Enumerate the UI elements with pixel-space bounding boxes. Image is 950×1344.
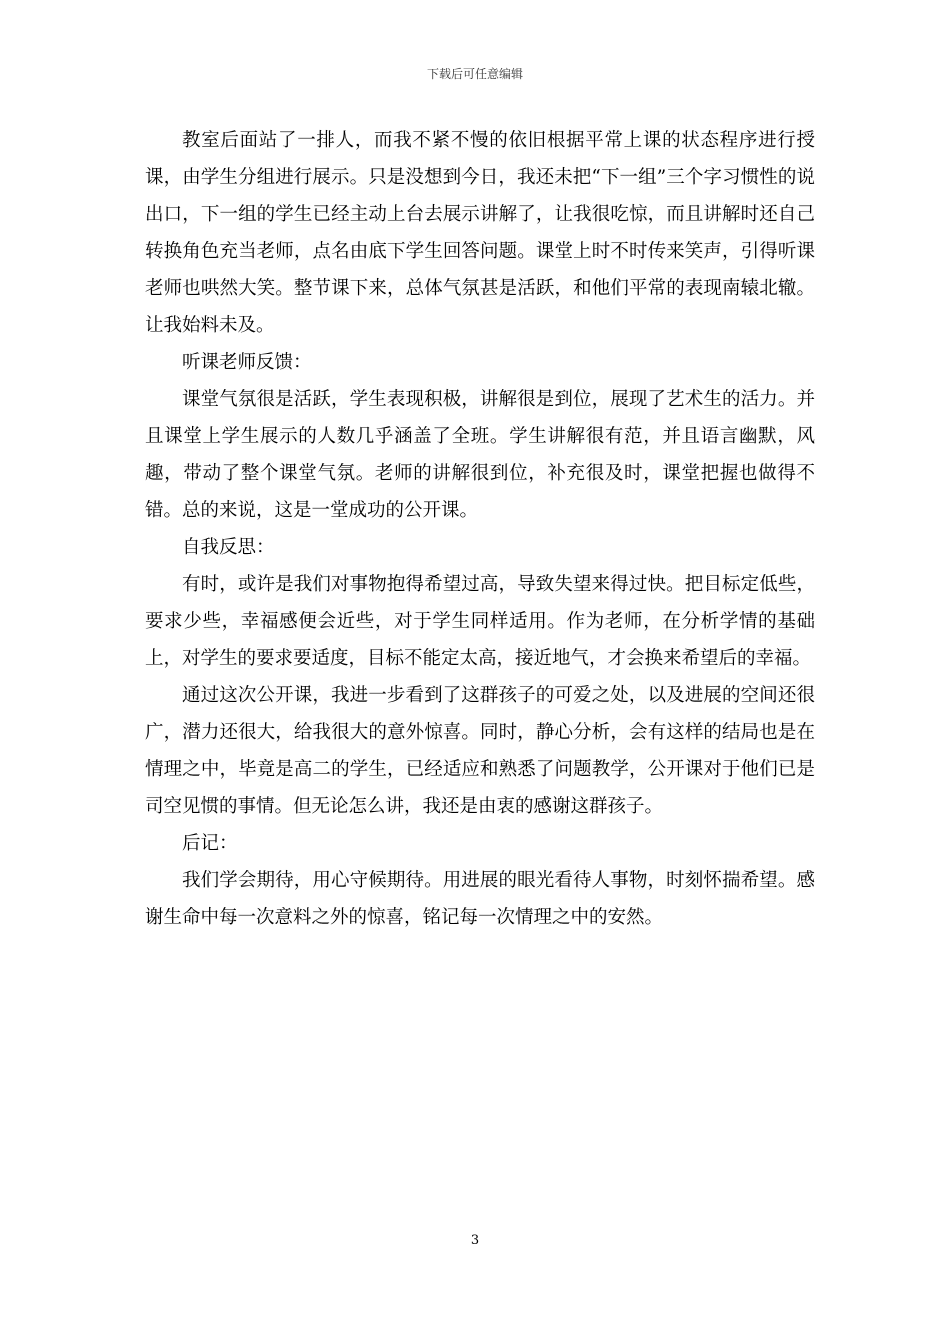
heading-self-reflection: 自我反思： <box>182 537 275 558</box>
paragraph-teacher-feedback: 课堂气氛很是活跃，学生表现积极，讲解很是到位，展现了艺术生的活力。并且课堂上学生展示的人数几乎涵盖了全班。学生讲解很有范，并且语言幽默，风趣，带动了整个课堂气氛。老师的讲解很到位，补充很及时，课堂把握也做得不错。总的来说，这是一堂成功的公开课。 <box>145 389 815 521</box>
page-number: 3 <box>470 1233 480 1248</box>
paragraph-self-reflection-2: 通过这次公开课，我进一步看到了这群孩子的可爱之处，以及进展的空间还很广，潜力还很大，给我很大的意外惊喜。同时，静心分析，会有这样的结局也是在情理之中，毕竟是高二的学生，已经适应和熟悉了问题教学，公开课对于他们已是司空见惯的事情。但无论怎么讲，我还是由衷的感谢这群孩子。 <box>145 685 815 817</box>
heading-teacher-feedback: 听课老师反馈： <box>182 352 312 373</box>
paragraph-class-observation: 教室后面站了一排人，而我不紧不慢的依旧根据平常上课的状态程序进行授课，由学生分组进行展示。只是没想到今日，我还未把“下一组”三个字习惯性的说出口，下一组的学生已经主动上台去展示讲解了，让我很吃惊，而且讲解时还自己转换角色充当老师，点名由底下学生回答问题。课堂上时不时传来笑声，引得听课老师也哄然大笑。整节课下来，总体气氛甚是活跃，和他们平常的表现南辕北辙。让我始料未及。 <box>145 130 815 336</box>
heading-postscript: 后记： <box>182 833 238 854</box>
paragraph-self-reflection-1: 有时，或许是我们对事物抱得希望过高，导致失望来得过快。把目标定低些，要求少些，幸福感便会近些，对于学生同样适用。作为老师，在分析学情的基础上，对学生的要求要适度，目标不能定太高，接近地气，才会换来希望后的幸福。 <box>145 574 815 669</box>
document-body <box>145 122 815 936</box>
page-header: 下载后可任意编辑 <box>426 67 523 81</box>
paragraph-postscript: 我们学会期待，用心守候期待。用进展的眼光看待人事物，时刻怀揣希望。感谢生命中每一次意料之外的惊喜，铭记每一次情理之中的安然。 <box>145 870 815 928</box>
